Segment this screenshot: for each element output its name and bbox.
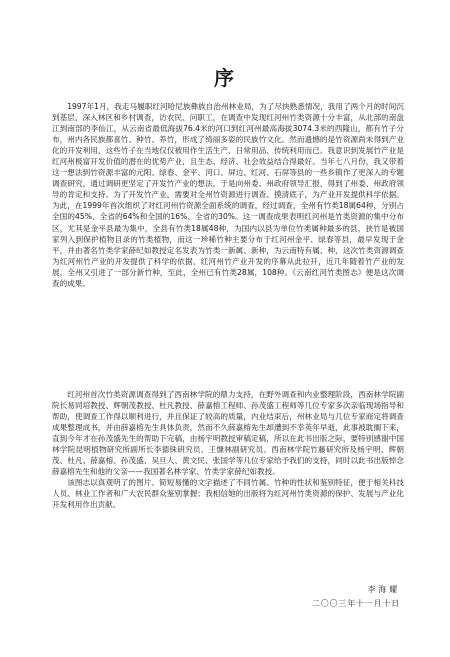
paragraph-3: 该图志以真观明了的图片、简短易懂的文字描述了不同竹属、竹种的性状和鉴别特征，便于相关科技人员、林业工作者和广大农民群众鉴别掌握；我相信她的出版将为红河州竹类资源的保护、发展与产业化开发利用作出贡献。 xyxy=(52,478,404,510)
paragraph-1: 1997年1月，我走马履职红河哈尼族彝族自治州林业局，为了尽快熟悉情况，我用了两个月的时间沉到基层，深入林区和乡村调查，访农民、问职工，在调查中发现红河州竹类资源十分丰富，从北部的南盘江到南部的李仙江，从云南省最低海拔76.4米的河口到红河州最高海拔3074.3米的西隆山，都有竹子分布，州内各民族都喜竹、种竹、养竹，形成了绮丽多姿的民族竹文化。然而遗憾的是竹资源尚未得到产业化的开发利用，这些竹子在当地仅仅被用作生活生产、日常用品、传统利用而已。我意识到发展竹产业是红河州极富开发价值的潜在的优势产业，且生态、经济、社会效益结合得最好。当年七八月份，我又带着这一想法到竹资源丰富的元阳、绿春、金平、河口、屏边、红河、石屏等县的一些乡镇作了更深入的专题调查研究，通过调研更坚定了开发竹产业的想法，于是向州委、州政府领导汇报，得到了州委、州政府领导的肯定和支持。为了开发竹产业，需要对全州竹资源进行调查、摸清底子，为产业开发提供科学依据。为此，在1999年首次组织了对红河州竹资源全面系统的调查，经过调查，全州有竹类18属64种，分别占全国的45%、全省的64%和全国的16%、全省的30%。这一调查成果表明红河州是竹类资源的集中分布区，尤其是金平县最为集中，全县有竹类18属48种，为国内以县为单位竹类属种最多的县，狭竹是被国家列入到保护植物目录的竹类植物，而这一珍稀竹种主要分布于红河州金平、绿春等县，最早发现于金平，并由著名竹类学家薛纪如教授定名发表为竹类一新属、新种，为云南特有属、种，这次竹类资源调查为红河州竹产业的开发提供了科学的依据，红河州竹产业开发的序幕从此拉开，近几年随着竹产业的发展，全州又引进了一部分新竹种，至此，全州已有竹类28属，108种。《云南红河竹类图志》便是这次调查的成果。 xyxy=(52,102,404,288)
paragraph-2: 红河州首次竹类资源调查得到了西南林学院的鼎力支持，在野外调查和内业整理阶段，西南林学院副院长易同培教授、辉朝茂教授、杜凡教授、薛嘉榕工程师、孙茂盛工程师等几位专家多次亲临现场指导和帮助，使调查工作得以顺利进行，并且保证了较高的质量，内业结束后，州林业局与几位专家商定将调查成果整理成书，并由薛嘉榕先生具体负责，然而不久薛嘉榕先生却遭到不幸英年早逝，此事被耽搁下来，直到今年才在孙茂盛先生的帮助下完稿，由杨宇明教授审稿定稿，所以在此书出版之际，要特别感谢中国林学院昆明植物研究所副所长李德铢研究员、王慷林副研究员、西南林学院竹藤研究所及杨宇明、辉朝茂、杜凡、薛嘉榕、孙茂盛、吴旦人、黄文民、张国学等几位专家给予我们的支持，同时以此书出版悼念薛嘉榕先生和他的父亲——我国著名林学家、竹类学家薛纪如教授。 xyxy=(52,390,404,477)
signature-name: 李海耀 xyxy=(367,585,400,594)
signature-date: 二〇〇三年十一月十日 xyxy=(312,599,400,608)
preface-body xyxy=(52,101,404,511)
page-title: 序 xyxy=(214,66,236,90)
